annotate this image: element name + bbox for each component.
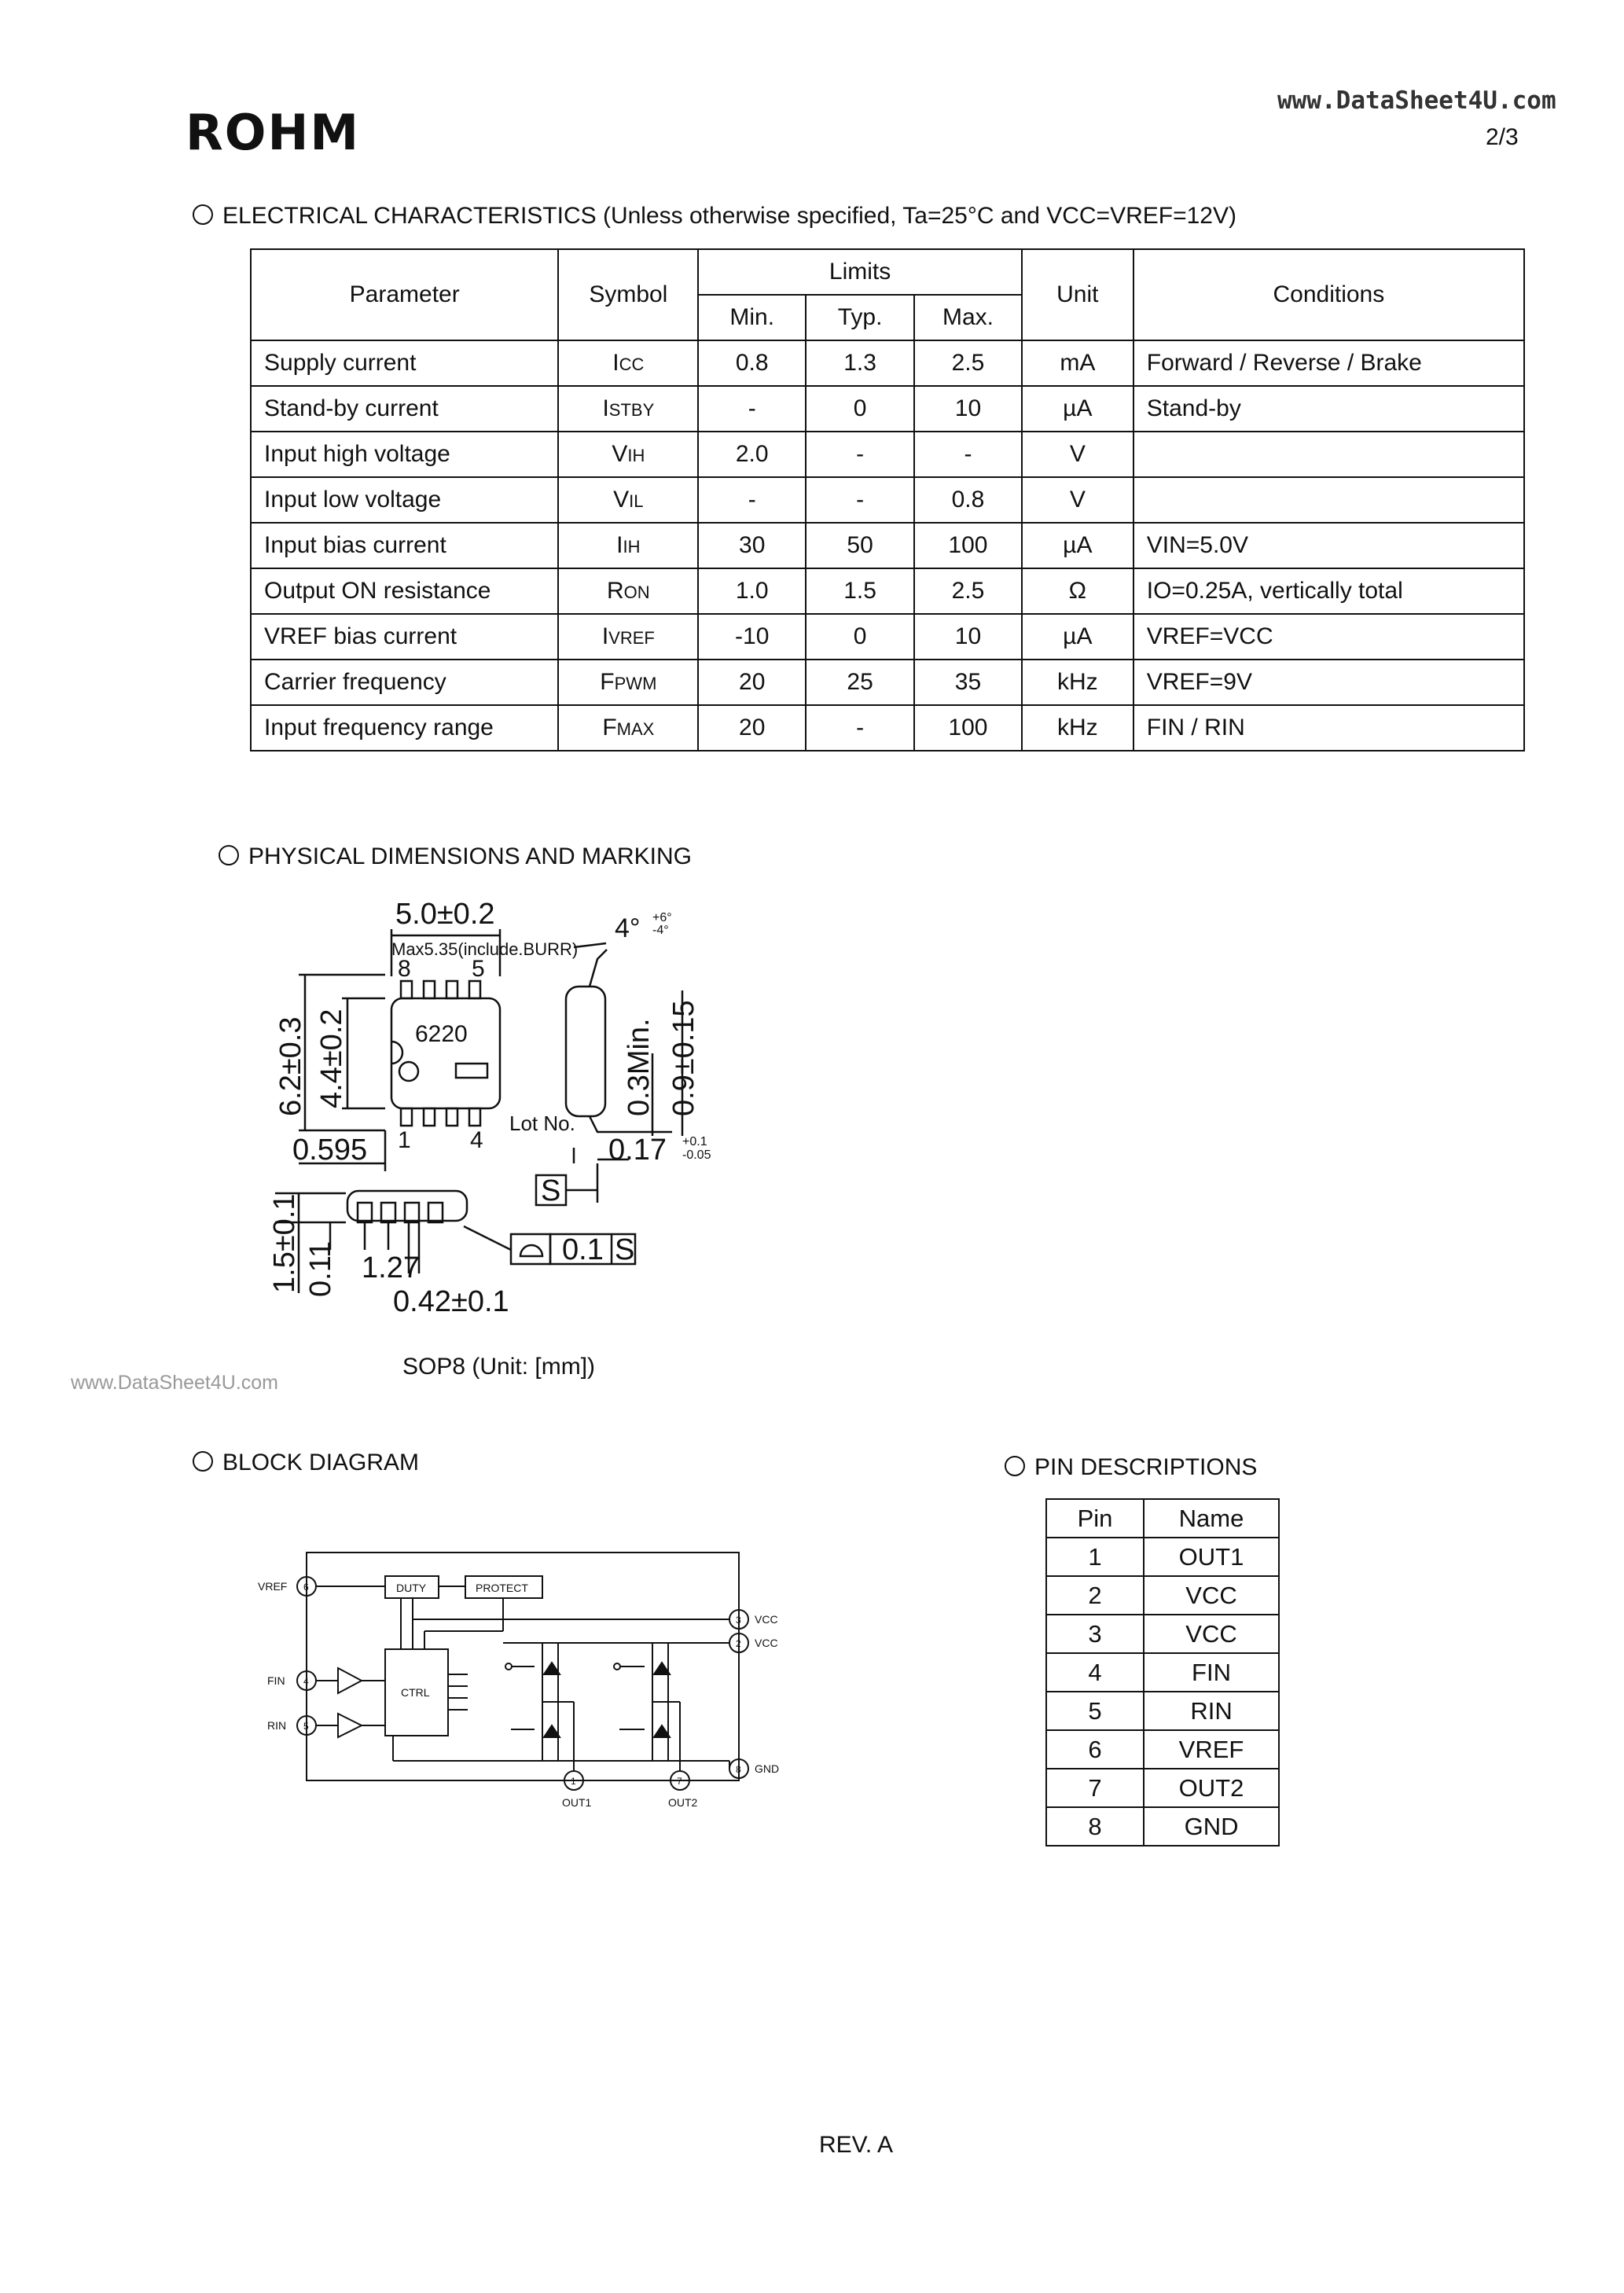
- dim-angle-tol-top: +6°: [652, 911, 672, 924]
- dim-lead-thk-tol-bot: -0.05: [682, 1148, 711, 1162]
- symbol-sub: CC: [619, 355, 645, 374]
- dim-thickness: 0.9±0.15: [667, 1000, 700, 1116]
- package-caption: SOP8 (Unit: [mm]): [402, 1354, 596, 1380]
- table-row: [251, 660, 1524, 705]
- cell-parameter: VREF bias current: [251, 614, 558, 660]
- cell-max: -: [914, 432, 1022, 477]
- pin-num-7: 7: [677, 1776, 682, 1787]
- label-ctrl: CTRL: [401, 1686, 430, 1699]
- cell-symbol: [558, 386, 698, 432]
- cell-parameter: Supply current: [251, 340, 558, 386]
- dim-angle: 4°: [615, 913, 641, 943]
- pins-heading: [1005, 1454, 1257, 1481]
- cell-max: 10: [914, 386, 1022, 432]
- cell-conditions: VIN=5.0V: [1133, 523, 1524, 568]
- marking-text: 6220: [415, 1021, 468, 1047]
- col-max: Max.: [914, 295, 1022, 340]
- package-drawing: [252, 880, 770, 1321]
- cell-parameter: Stand-by current: [251, 386, 558, 432]
- cell-max: 2.5: [914, 340, 1022, 386]
- cell-parameter: Output ON resistance: [251, 568, 558, 614]
- lot-mark-box: [456, 1064, 487, 1078]
- page-number: 2/3: [1486, 124, 1519, 150]
- symbol-main: I: [602, 395, 609, 421]
- table-row: [1046, 1615, 1279, 1653]
- cell-name: VCC: [1144, 1576, 1279, 1615]
- cell-unit: Ω: [1022, 568, 1133, 614]
- flatness-datum: S: [615, 1233, 635, 1266]
- table-row: [251, 705, 1524, 751]
- cell-pin: 2: [1046, 1576, 1144, 1615]
- pin-label-5: 5: [472, 956, 485, 982]
- cell-min: 30: [698, 523, 806, 568]
- symbol-main: I: [601, 623, 609, 649]
- cell-parameter: Input high voltage: [251, 432, 558, 477]
- table-row: [1046, 1807, 1279, 1846]
- cell-max: 0.8: [914, 477, 1022, 523]
- table-row: [251, 523, 1524, 568]
- circle-bullet-icon: [193, 204, 213, 225]
- dim-pitch: 1.27: [362, 1251, 420, 1284]
- cell-name: GND: [1144, 1807, 1279, 1846]
- cell-conditions: [1133, 432, 1524, 477]
- table-row: [1046, 1538, 1279, 1576]
- pin-num-3: 3: [736, 1615, 741, 1626]
- pin-num-6: 6: [303, 1582, 309, 1593]
- cell-min: 0.8: [698, 340, 806, 386]
- dim-body-height: 4.4±0.2: [315, 1009, 348, 1108]
- cell-pin: 1: [1046, 1538, 1144, 1576]
- cell-name: FIN: [1144, 1653, 1279, 1692]
- cell-max: 35: [914, 660, 1022, 705]
- cell-symbol: [558, 523, 698, 568]
- cell-min: 20: [698, 705, 806, 751]
- dim-angle-tol-bot: -4°: [652, 924, 669, 937]
- cell-typ: -: [806, 477, 914, 523]
- pin1-dot: [399, 1062, 418, 1081]
- cell-name: OUT1: [1144, 1538, 1279, 1576]
- pin-table: [1045, 1498, 1280, 1847]
- cell-min: 2.0: [698, 432, 806, 477]
- cell-symbol: [558, 477, 698, 523]
- cell-typ: 0: [806, 386, 914, 432]
- dim-min-standoff: 0.3Min.: [623, 1018, 656, 1116]
- block-diagram: [244, 1533, 794, 1847]
- package-body-side: [566, 987, 605, 1116]
- cell-conditions: VREF=VCC: [1133, 614, 1524, 660]
- cell-unit: V: [1022, 432, 1133, 477]
- cell-min: -10: [698, 614, 806, 660]
- dim-width: 5.0±0.2: [395, 898, 495, 931]
- electrical-heading: [193, 203, 1236, 230]
- pins-heading-text: PIN DESCRIPTIONS: [1034, 1454, 1258, 1480]
- flatness-value: 0.1: [562, 1233, 604, 1266]
- dim-max-note: Max5.35(include.BURR): [391, 939, 579, 959]
- cell-pin: 6: [1046, 1730, 1144, 1769]
- table-row: [251, 340, 1524, 386]
- cell-name: VCC: [1144, 1615, 1279, 1653]
- watermark-middle: www.DataSheet4U.com: [71, 1372, 279, 1394]
- col-symbol: Symbol: [558, 249, 698, 340]
- table-row: [251, 568, 1524, 614]
- pin-label-8: 8: [398, 956, 411, 982]
- cell-typ: -: [806, 432, 914, 477]
- cell-conditions: [1133, 477, 1524, 523]
- label-vref: VREF: [258, 1580, 288, 1593]
- cell-min: 1.0: [698, 568, 806, 614]
- cell-max: 100: [914, 523, 1022, 568]
- cell-typ: 25: [806, 660, 914, 705]
- cell-max: 2.5: [914, 568, 1022, 614]
- label-out2: OUT2: [668, 1796, 698, 1809]
- table-row: [251, 432, 1524, 477]
- col-name: Name: [1144, 1499, 1279, 1538]
- pin-num-5: 5: [303, 1721, 309, 1732]
- cell-parameter: Input low voltage: [251, 477, 558, 523]
- dim-lead-width: 0.42±0.1: [393, 1285, 509, 1318]
- cell-typ: 1.5: [806, 568, 914, 614]
- symbol-sub: IH: [627, 446, 645, 465]
- cell-unit: kHz: [1022, 705, 1133, 751]
- cell-unit: µA: [1022, 523, 1133, 568]
- cell-conditions: VREF=9V: [1133, 660, 1524, 705]
- col-pin: Pin: [1046, 1499, 1144, 1538]
- symbol-sub: MAX: [616, 719, 655, 739]
- pin-num-2: 2: [736, 1638, 741, 1649]
- pin1-notch: [391, 1042, 402, 1064]
- table-row: [1046, 1653, 1279, 1692]
- label-duty: DUTY: [396, 1582, 427, 1594]
- cell-min: -: [698, 386, 806, 432]
- circle-bullet-icon: [1005, 1456, 1025, 1476]
- cell-pin: 8: [1046, 1807, 1144, 1846]
- cell-symbol: [558, 614, 698, 660]
- cell-parameter: Input frequency range: [251, 705, 558, 751]
- cell-parameter: Carrier frequency: [251, 660, 558, 705]
- symbol-sub: VREF: [608, 628, 655, 648]
- dim-lead-thk-tol-top: +0.1: [682, 1135, 707, 1148]
- label-gnd: GND: [755, 1762, 780, 1775]
- rohm-logo: ROHM: [186, 104, 361, 161]
- table-row: [1046, 1769, 1279, 1807]
- table-row: [251, 386, 1524, 432]
- cell-pin: 5: [1046, 1692, 1144, 1730]
- cell-symbol: [558, 705, 698, 751]
- cell-pin: 7: [1046, 1769, 1144, 1807]
- circle-bullet-icon: [193, 1451, 213, 1472]
- cell-symbol: [558, 432, 698, 477]
- electrical-table: [250, 248, 1525, 751]
- symbol-main: R: [607, 578, 624, 604]
- flatness-symbol-box: [511, 1234, 550, 1264]
- cell-max: 10: [914, 614, 1022, 660]
- cell-conditions: Stand-by: [1133, 386, 1524, 432]
- pin-num-4: 4: [303, 1676, 309, 1687]
- dim-total-height: 6.2±0.3: [274, 1016, 307, 1116]
- table-row: [251, 614, 1524, 660]
- symbol-main: F: [600, 669, 615, 695]
- cell-symbol: [558, 660, 698, 705]
- label-vcc-3: VCC: [755, 1613, 778, 1626]
- cell-name: RIN: [1144, 1692, 1279, 1730]
- revision: REV. A: [819, 2132, 893, 2158]
- cell-name: OUT2: [1144, 1769, 1279, 1807]
- symbol-sub: STBY: [608, 400, 655, 420]
- cell-max: 100: [914, 705, 1022, 751]
- cell-typ: -: [806, 705, 914, 751]
- table-row: [251, 477, 1524, 523]
- cell-unit: µA: [1022, 386, 1133, 432]
- physical-heading: [219, 843, 692, 870]
- table-row: [1046, 1692, 1279, 1730]
- block-heading-text: BLOCK DIAGRAM: [222, 1450, 420, 1475]
- watermark-top: www.DataSheet4U.com: [1277, 86, 1556, 115]
- physical-heading-text: PHYSICAL DIMENSIONS AND MARKING: [248, 843, 692, 869]
- symbol-main: V: [612, 441, 628, 467]
- lot-number-label: Lot No.: [509, 1112, 575, 1135]
- symbol-main: F: [602, 715, 617, 740]
- col-limits: Limits: [698, 249, 1022, 295]
- cell-name: VREF: [1144, 1730, 1279, 1769]
- cell-typ: 1.3: [806, 340, 914, 386]
- cell-typ: 50: [806, 523, 914, 568]
- electrical-heading-text: ELECTRICAL CHARACTERISTICS (Unless otherwise specified, Ta=25°C and VCC=VREF=12V): [222, 203, 1236, 229]
- cell-unit: mA: [1022, 340, 1133, 386]
- symbol-sub: IH: [623, 537, 641, 557]
- cell-conditions: FIN / RIN: [1133, 705, 1524, 751]
- col-typ: Typ.: [806, 295, 914, 340]
- table-row: [1046, 1730, 1279, 1769]
- dim-standoff: 0.11: [304, 1240, 337, 1297]
- cell-pin: 4: [1046, 1653, 1144, 1692]
- cell-typ: 0: [806, 614, 914, 660]
- pin-label-1: 1: [398, 1127, 411, 1153]
- symbol-sub: PWM: [614, 674, 657, 693]
- package-body-front: [347, 1191, 467, 1221]
- label-protect: PROTECT: [476, 1582, 528, 1594]
- cell-unit: µA: [1022, 614, 1133, 660]
- cell-symbol: [558, 340, 698, 386]
- cell-conditions: IO=0.25A, vertically total: [1133, 568, 1524, 614]
- cell-min: 20: [698, 660, 806, 705]
- table-row: [1046, 1576, 1279, 1615]
- cell-pin: 3: [1046, 1615, 1144, 1653]
- dim-lead-thickness: 0.17: [608, 1134, 667, 1167]
- dim-package-height: 1.5±0.1: [268, 1193, 301, 1293]
- col-unit: Unit: [1022, 249, 1133, 340]
- symbol-main: I: [612, 350, 619, 376]
- col-conditions: Conditions: [1133, 249, 1524, 340]
- pin-num-1: 1: [571, 1776, 576, 1787]
- label-out1: OUT1: [562, 1796, 592, 1809]
- cell-min: -: [698, 477, 806, 523]
- datum-label: S: [541, 1174, 561, 1207]
- block-heading: [193, 1450, 419, 1476]
- label-fin: FIN: [267, 1674, 285, 1687]
- symbol-main: I: [616, 532, 623, 558]
- label-vcc-2: VCC: [755, 1637, 778, 1649]
- cell-unit: V: [1022, 477, 1133, 523]
- cell-symbol: [558, 568, 698, 614]
- cell-unit: kHz: [1022, 660, 1133, 705]
- package-body-top: [391, 998, 500, 1108]
- cell-conditions: Forward / Reverse / Brake: [1133, 340, 1524, 386]
- col-parameter: Parameter: [251, 249, 558, 340]
- col-min: Min.: [698, 295, 806, 340]
- dim-lead-length: 0.595: [292, 1134, 368, 1167]
- symbol-sub: ON: [623, 582, 650, 602]
- cell-parameter: Input bias current: [251, 523, 558, 568]
- label-rin: RIN: [267, 1719, 287, 1732]
- pin-label-4: 4: [470, 1127, 483, 1153]
- symbol-sub: IL: [629, 491, 644, 511]
- symbol-main: V: [613, 487, 630, 513]
- circle-bullet-icon: [219, 845, 239, 865]
- pin-num-8: 8: [736, 1764, 741, 1775]
